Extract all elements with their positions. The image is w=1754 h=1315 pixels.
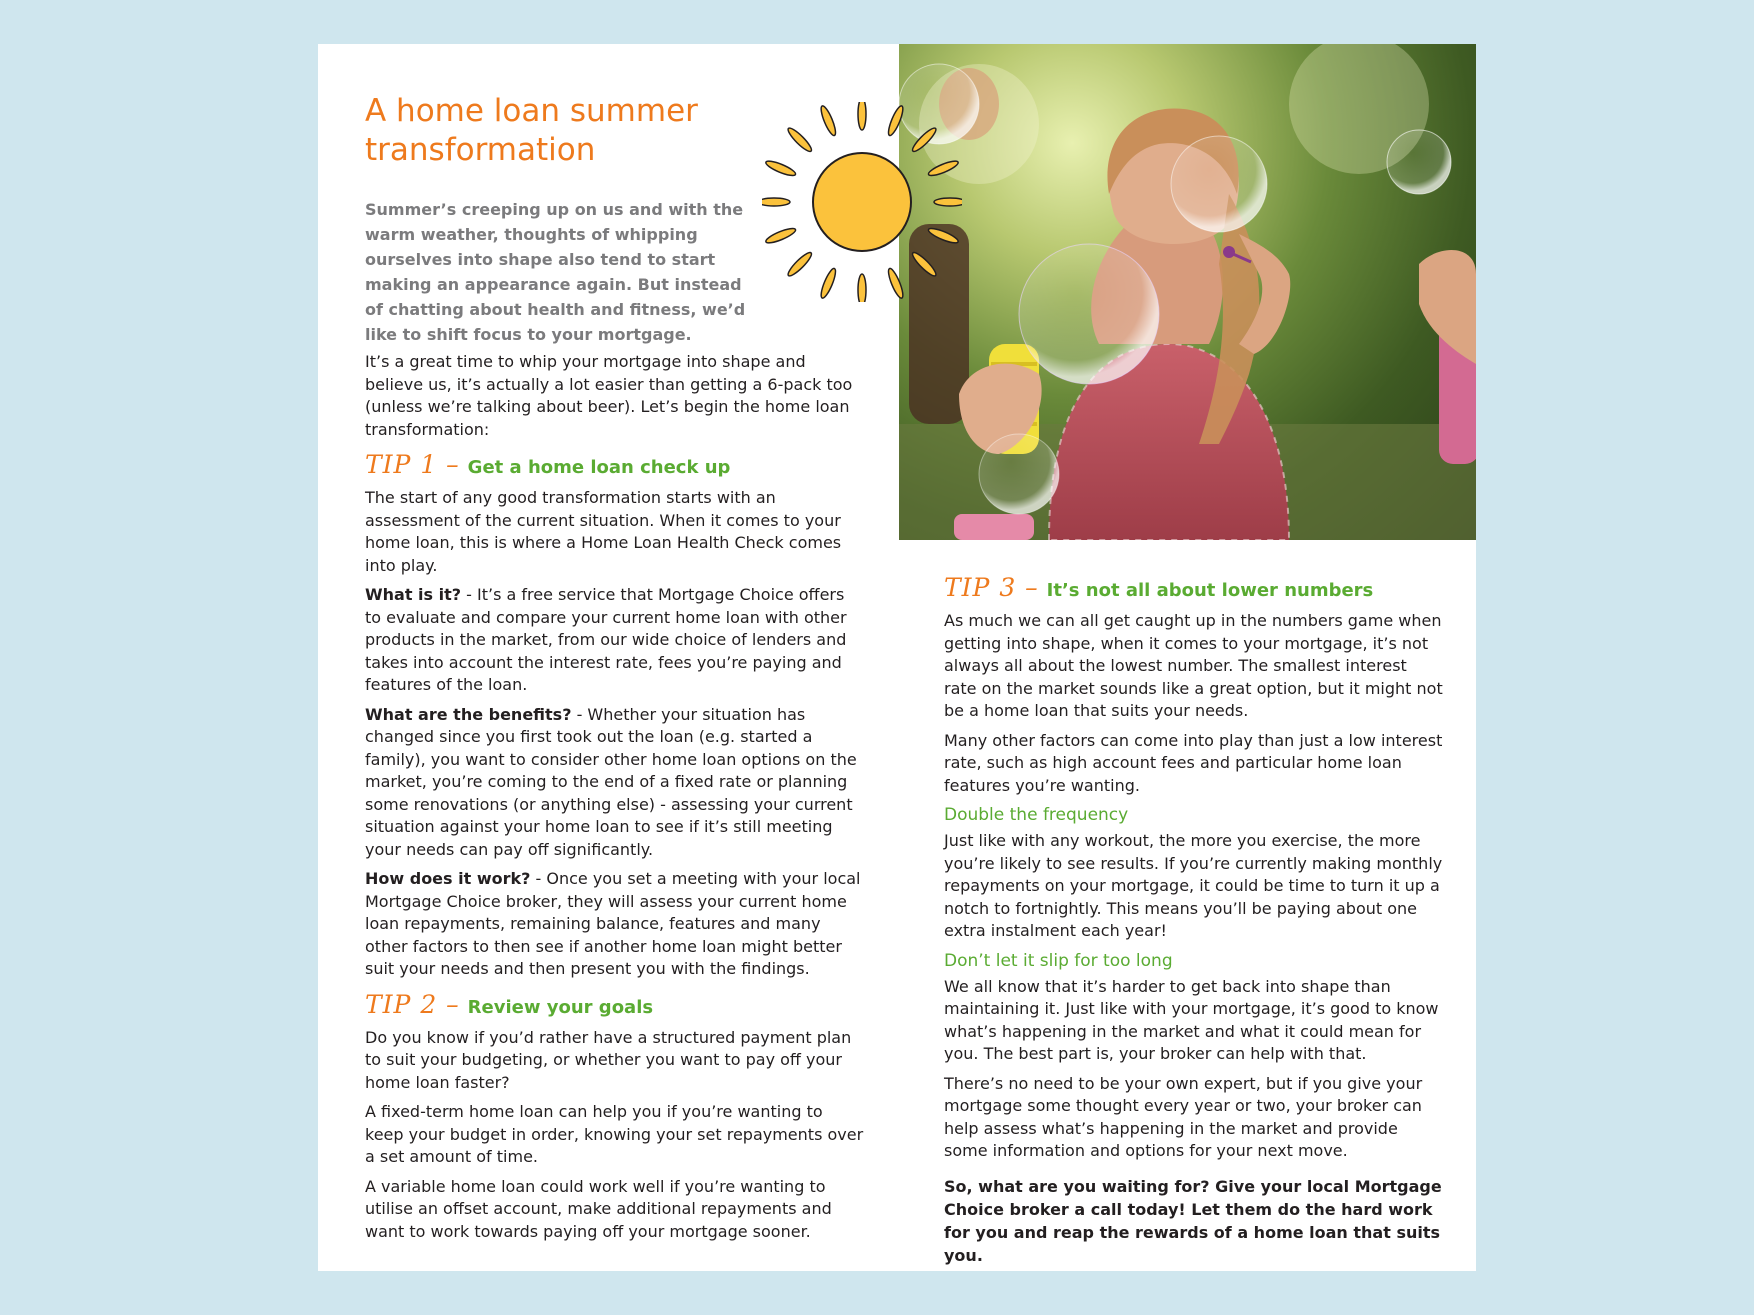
page-title: A home loan summer transformation <box>365 93 698 168</box>
girl-blowing-bubbles-photo <box>899 44 1476 540</box>
how-it-works-text: - Once you set a meeting with your local Mortgage Choice broker, they will assess your current home loan repayments, remaining balance, features and many other factors to then see if another home loan might better suit your needs and then present you with the findings. <box>365 869 861 978</box>
benefits-text: - Whether your situation has changed since you first took out the loan (e.g. started a family), you want to consider other home loan options on the market, you’re coming to the end of a fixed rate or planning some renovations (or anything else) - assessing your current situation against your home loan to see if it’s still meeting your needs can pay off significantly. <box>365 704 857 859</box>
tip-1-heading <box>365 450 865 480</box>
left-column <box>365 92 865 1250</box>
tip-3-label: TIP 3 – <box>944 573 1039 602</box>
dont-let-it-slip-heading: Don’t let it slip for too long <box>944 950 1173 971</box>
tip-2-title: Review your goals <box>467 996 654 1018</box>
double-frequency-heading: Double the frequency <box>944 805 1129 825</box>
tip-3-paragraph-1: As much we can all get caught up in the numbers game when getting into shape, when it comes to your mortgage, it’s not always all about the lowest number. The smallest interest rate on the market sounds like a great option, but it might not be a home loan that suits your needs. <box>944 611 1443 720</box>
intro-paragraph: Summer’s creeping up on us and with the warm weather, thoughts of whipping ourselves into shape also tend to start making an appearance again. But instead of chatting about health and fitness, we’d like to shift focus to your mortgage. <box>365 200 746 344</box>
tip-1-paragraph: The start of any good transformation starts with an assessment of the current situation. When it comes to your home loan, this is where a Home Loan Health Check comes into play. <box>365 488 842 575</box>
tip-1-how-it-works <box>365 868 865 981</box>
tip-2-label: TIP 2 – <box>365 989 460 1019</box>
tip-1-what-is-it <box>365 584 865 697</box>
tip-3-paragraph-4: We all know that it’s harder to get back into shape than maintaining it. Just like with your mortgage, it’s good to know what’s happening in the market and what it could mean for you. The best part is, your broker can help with that. <box>944 976 1439 1063</box>
tip-2-paragraph-1: Do you know if you’d rather have a structured payment plan to suit your budgeting, or whether you want to pay off your home loan faster? <box>365 1027 852 1092</box>
tip-2-paragraph-2: A fixed-term home loan can help you if you’re wanting to keep your budget in order, knowing your set repayments over a set amount of time. <box>365 1102 864 1166</box>
tip-3-paragraph-3: Just like with any workout, the more you exercise, the more you’re likely to see results. If you’re currently making monthly repayments on your mortgage, it could be time to turn it up a notch to fortnightly. This means you’ll be paying about one extra instalment each year! <box>944 831 1443 940</box>
tip-3-heading <box>944 573 1444 603</box>
benefits-lead: What are the benefits? <box>365 704 572 724</box>
tip-1-title: Get a home loan check up <box>467 457 731 478</box>
tip-3-paragraph-2: Many other factors can come into play than just a low interest rate, such as high account fees and particular home loan features you’re wanting. <box>944 730 1443 795</box>
body-paragraph: It’s a great time to whip your mortgage into shape and believe us, it’s actually a lot easier than getting a 6-pack too (unless we’re talking about beer). Let’s begin the home loan transformation: <box>365 352 853 439</box>
tip-3-paragraph-5: There’s no need to be your own expert, but if you give your mortgage some thought every year or two, your broker can help assess what’s happening in the market and provide some information and options for your next move. <box>944 1073 1423 1160</box>
tip-3-title: It’s not all about lower numbers <box>1046 580 1374 601</box>
call-to-action: So, what are you waiting for? Give your local Mortgage Choice broker a call today! Let them do the hard work for you and reap the rewards of a home loan that suits you. <box>944 1176 1442 1265</box>
what-is-it-text: - It’s a free service that Mortgage Choice offers to evaluate and compare your current home loan with other products in the market, from our wide choice of lenders and takes into account the interest rate, fees you’re paying and features of the loan. <box>365 585 847 694</box>
what-is-it-lead: What is it? <box>365 585 462 604</box>
right-column <box>944 564 1444 1267</box>
how-it-works-lead: How does it work? <box>365 869 531 888</box>
tip-2-heading <box>365 990 865 1020</box>
article-page <box>318 44 1476 1271</box>
tip-2-paragraph-3: A variable home loan could work well if you’re wanting to utilise an offset account, make additional repayments and want to work towards paying off your mortgage sooner. <box>365 1176 832 1241</box>
photo-illustration <box>899 44 1476 540</box>
tip-1-label: TIP 1 – <box>365 450 460 479</box>
tip-1-benefits <box>365 704 865 862</box>
